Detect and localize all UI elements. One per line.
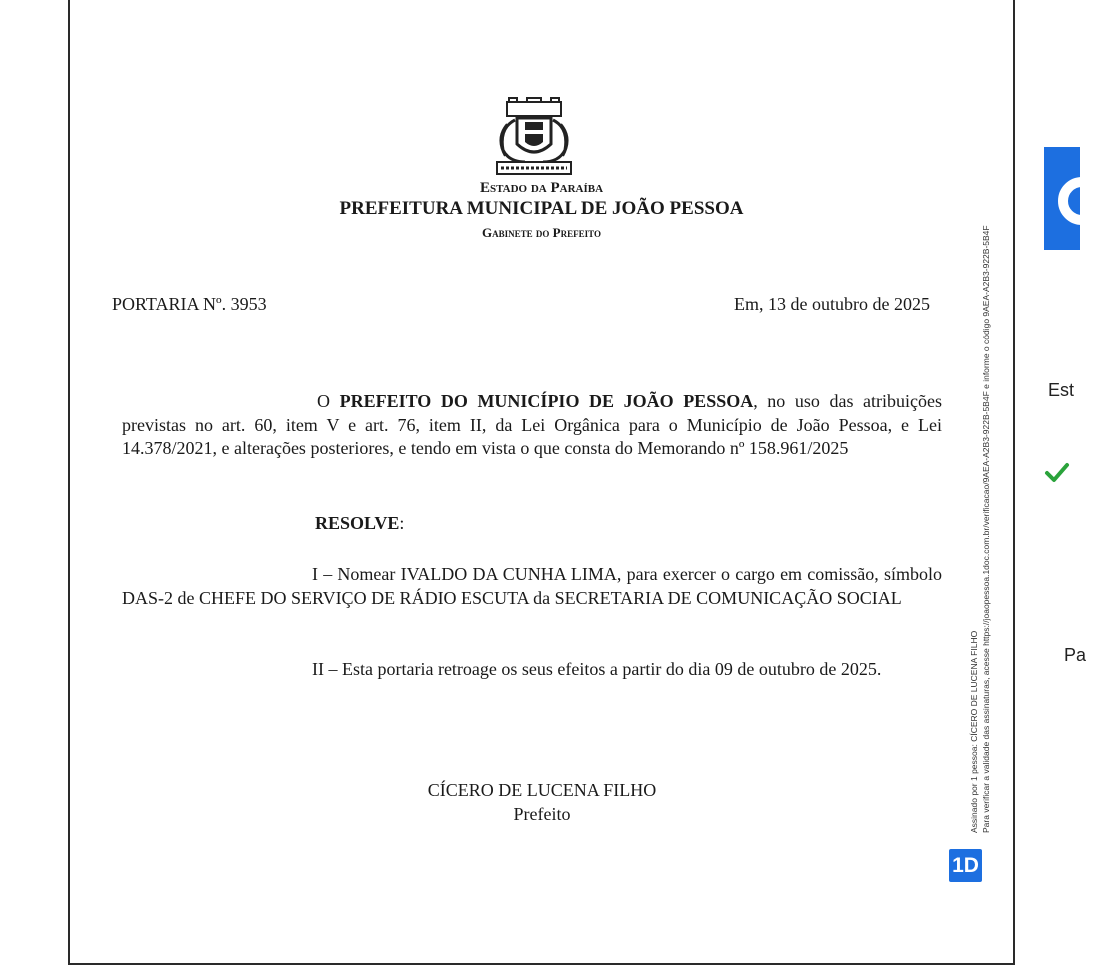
- resolve-heading: [315, 513, 404, 534]
- article-2: II – Esta portaria retroage os seus efeitos a partir do dia 09 de outubro de 2025.: [312, 659, 882, 679]
- right-panel-est-text: Est: [1048, 380, 1075, 400]
- state-name: Estado da Paraíba: [479, 180, 604, 196]
- intro-bold: PREFEITO DO MUNICÍPIO DE JOÃO PESSOA: [339, 391, 754, 411]
- right-panel-pa-text: Pa: [1064, 645, 1087, 665]
- verification-line-2: Para verificar a validade das assinaturas, acesse https://joaopessoa.1doc.com.br/verificacao/9AEA-A2B3-922B-5B4F e informe o código 9AEA-A2B3-922B-5B4F: [981, 225, 991, 833]
- document-date: Em, 13 de outubro de 2025: [734, 294, 930, 314]
- coat-of-arms-icon: [487, 98, 581, 176]
- article-1: I – Nomear IVALDO DA CUNHA LIMA, para exercer o cargo em comissão, símbolo DAS-2 de CHEFE DO SERVIÇO DE RÁDIO ESCUTA da SECRETARIA DE COMUNICAÇÃO SOCIAL: [122, 564, 942, 608]
- intro-post: , no uso das atribuições previstas no art. 60, item V e art. 76, item II, da Lei Orgânica para o Município de João Pessoa, e Lei 14.378/2021, e alterações posteriores, e tendo em vista o que consta do Memorando nº 158.961/2025: [122, 391, 943, 458]
- signer-role: Prefeito: [513, 804, 571, 824]
- 1doc-logo: 1D: [949, 849, 982, 882]
- portaria-number: PORTARIA Nº. 3953: [112, 294, 267, 314]
- check-icon: [1044, 459, 1070, 485]
- intro-paragraph: [122, 390, 942, 461]
- city-hall-title: PREFEITURA MUNICIPAL DE JOÃO PESSOA: [339, 198, 744, 219]
- verification-strip: [968, 53, 992, 833]
- signer-name: CÍCERO DE LUCENA FILHO: [427, 780, 657, 800]
- 1doc-large-logo-icon: [1044, 147, 1080, 250]
- resolve-colon: :: [399, 513, 405, 533]
- verification-line-1: Assinado por 1 pessoa: CÍCERO DE LUCENA FILHO: [969, 630, 979, 833]
- intro-pre: O: [317, 391, 330, 411]
- resolve-label: RESOLVE: [315, 513, 400, 533]
- office-name: Gabinete do Prefeito: [482, 225, 601, 240]
